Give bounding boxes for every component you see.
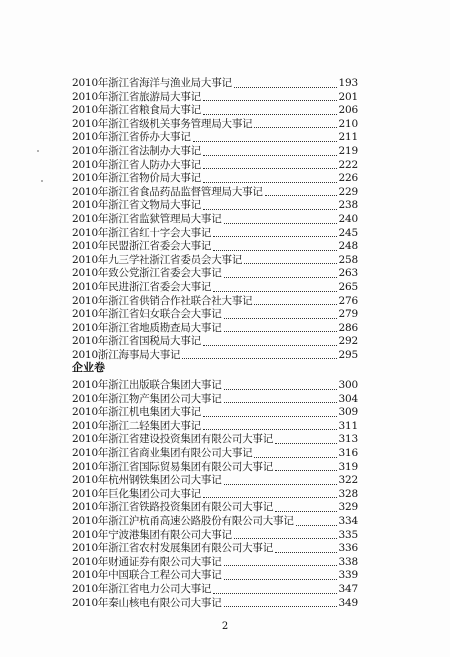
toc-dot-leader bbox=[224, 402, 337, 403]
toc-entry-page: 347 bbox=[338, 582, 358, 595]
toc-dot-leader bbox=[213, 250, 337, 251]
toc-entry-page: 295 bbox=[338, 348, 358, 361]
toc-entry-page: 329 bbox=[338, 501, 358, 514]
toc-entry-title: 2010年民盟浙江省委会大事记 bbox=[72, 240, 212, 253]
toc-entry-title: 2010年浙江二轻集团大事记 bbox=[72, 419, 201, 432]
toc-entry-title: 2010年财通证券有限公司大事记 bbox=[72, 555, 222, 568]
toc-entry bbox=[72, 308, 358, 322]
toc-entry-page: 193 bbox=[338, 77, 358, 89]
toc-entry-title: 2010年杭州钢铁集团公司大事记 bbox=[72, 474, 222, 487]
toc-entry-page: 263 bbox=[338, 267, 358, 280]
toc-entry bbox=[72, 420, 358, 434]
toc-entry-title: 2010年九三学社浙江省委员会大事记 bbox=[72, 253, 243, 266]
toc-entry-page: 210 bbox=[338, 117, 358, 130]
toc-entry bbox=[72, 322, 358, 336]
toc-dot-leader bbox=[213, 593, 337, 594]
toc-list-government bbox=[72, 77, 358, 362]
toc-entry bbox=[72, 379, 358, 393]
toc-entry-page: 201 bbox=[338, 90, 358, 103]
toc-entry bbox=[72, 281, 358, 295]
toc-entry-title: 2010浙江海事局大事记 bbox=[72, 348, 181, 361]
toc-entry-page: 311 bbox=[338, 419, 358, 432]
toc-entry-page: 304 bbox=[338, 392, 358, 405]
toc-entry bbox=[72, 118, 358, 132]
toc-entry-page: 276 bbox=[338, 294, 358, 307]
toc-entry-title: 2010年浙江省建设投资集团有限公司大事记 bbox=[72, 433, 274, 446]
toc-dot-leader bbox=[224, 318, 337, 319]
toc-entry-title: 2010年浙江省法制办大事记 bbox=[72, 144, 201, 157]
toc-dot-leader bbox=[203, 114, 337, 115]
toc-dot-leader bbox=[203, 100, 337, 101]
toc-dot-leader bbox=[203, 209, 337, 210]
toc-entry-title: 2010年浙江省侨办大事记 bbox=[72, 131, 191, 144]
toc-entry bbox=[72, 569, 358, 583]
toc-dot-leader bbox=[182, 358, 337, 359]
toc-dot-leader bbox=[203, 345, 337, 346]
toc-entry-title: 2010年巨化集团公司大事记 bbox=[72, 487, 201, 500]
toc-entry-page: 248 bbox=[338, 240, 358, 253]
toc-entry-title: 2010年浙江省食品药品监督管理局大事记 bbox=[72, 185, 263, 198]
toc-dot-leader bbox=[224, 223, 337, 224]
toc-entry-title: 2010年浙江省妇女联合会大事记 bbox=[72, 308, 222, 321]
toc-entry-title: 2010年浙江省红十字会大事记 bbox=[72, 226, 212, 239]
toc-dot-leader bbox=[265, 195, 337, 196]
toc-entry bbox=[72, 267, 358, 281]
toc-entry bbox=[72, 461, 358, 475]
toc-dot-leader bbox=[203, 168, 337, 169]
toc-entry bbox=[72, 406, 358, 420]
toc-entry-page: 335 bbox=[338, 528, 358, 541]
toc-dot-leader bbox=[275, 511, 337, 512]
toc-dot-leader bbox=[203, 497, 337, 498]
toc-entry-title: 2010年浙江物产集团公司大事记 bbox=[72, 392, 222, 405]
toc-entry-title: 2010年中国联合工程公司大事记 bbox=[72, 569, 222, 582]
toc-entry bbox=[72, 597, 358, 611]
toc-entry-title: 2010年浙江省国际贸易集团有限公司大事记 bbox=[72, 460, 274, 473]
toc-entry bbox=[72, 349, 358, 363]
toc-entry bbox=[72, 240, 358, 254]
toc-dot-leader bbox=[203, 429, 337, 430]
toc-entry-page: 222 bbox=[338, 158, 358, 171]
toc-entry-page: 334 bbox=[338, 514, 358, 527]
toc-entry bbox=[72, 131, 358, 145]
toc-entry bbox=[72, 447, 358, 461]
toc-entry bbox=[72, 199, 358, 213]
toc-entry bbox=[72, 104, 358, 118]
toc-dot-leader bbox=[244, 263, 337, 264]
toc-dot-leader bbox=[224, 331, 337, 332]
toc-dot-leader bbox=[224, 579, 337, 580]
toc-entry bbox=[72, 77, 358, 91]
toc-entry-title: 2010年浙江省地质勘查局大事记 bbox=[72, 321, 222, 334]
toc-entry-title: 2010年浙江省文物局大事记 bbox=[72, 199, 201, 212]
toc-entry bbox=[72, 91, 358, 105]
toc-entry bbox=[72, 254, 358, 268]
toc-entry-title: 2010年浙江机电集团大事记 bbox=[72, 406, 201, 419]
toc-entry-page: 316 bbox=[338, 446, 358, 459]
toc-entry-title: 2010年宁波港集团有限公司大事记 bbox=[72, 528, 232, 541]
toc-entry-page: 211 bbox=[338, 131, 358, 144]
toc-dot-leader bbox=[193, 141, 337, 142]
toc-entry-page: 328 bbox=[338, 487, 358, 500]
toc-entry bbox=[72, 172, 358, 186]
toc-entry-page: 258 bbox=[338, 253, 358, 266]
toc-entry-page: 338 bbox=[338, 555, 358, 568]
toc-entry-page: 300 bbox=[338, 379, 358, 391]
toc-entry-title: 2010年浙江省人防办大事记 bbox=[72, 158, 201, 171]
toc-list-enterprise bbox=[72, 379, 358, 610]
toc-entry bbox=[72, 186, 358, 200]
toc-entry-page: 226 bbox=[338, 172, 358, 185]
toc-dot-leader bbox=[213, 291, 337, 292]
toc-dot-leader bbox=[234, 538, 337, 539]
toc-entry bbox=[72, 542, 358, 556]
scan-speck bbox=[41, 180, 43, 182]
toc-entry-page: 219 bbox=[338, 144, 358, 157]
toc-dot-leader bbox=[224, 606, 337, 607]
toc-entry-page: 292 bbox=[338, 335, 358, 348]
toc-entry-title: 2010年浙江省物价局大事记 bbox=[72, 172, 201, 185]
toc-entry-title: 2010年浙江省旅游局大事记 bbox=[72, 90, 201, 103]
section-heading: 企业卷 bbox=[72, 361, 105, 374]
toc-entry-page: 322 bbox=[338, 474, 358, 487]
toc-dot-leader bbox=[203, 416, 337, 417]
toc-entry-title: 2010年浙江省海洋与渔业局大事记 bbox=[72, 77, 232, 89]
toc-entry-title: 2010年致公党浙江省委会大事记 bbox=[72, 267, 222, 280]
toc-entry-page: 319 bbox=[338, 460, 358, 473]
toc-entry-title: 2010年浙江省粮食局大事记 bbox=[72, 104, 201, 117]
toc-entry bbox=[72, 529, 358, 543]
toc-entry-page: 206 bbox=[338, 104, 358, 117]
scan-speck bbox=[37, 150, 39, 152]
toc-dot-leader bbox=[254, 304, 337, 305]
toc-entry-title: 2010年浙江省级机关事务管理局大事记 bbox=[72, 117, 253, 130]
toc-entry-title: 2010年浙江省供销合作社联合社大事记 bbox=[72, 294, 253, 307]
toc-entry-page: 265 bbox=[338, 280, 358, 293]
toc-entry bbox=[72, 474, 358, 488]
page-number: 2 bbox=[221, 621, 229, 632]
toc-dot-leader bbox=[275, 443, 337, 444]
toc-entry-page: 238 bbox=[338, 199, 358, 212]
toc-dot-leader bbox=[254, 457, 337, 458]
toc-entry bbox=[72, 501, 358, 515]
toc-entry bbox=[72, 335, 358, 349]
toc-entry-page: 240 bbox=[338, 212, 358, 225]
toc-entry-title: 2010年浙江省国税局大事记 bbox=[72, 335, 201, 348]
toc-dot-leader bbox=[203, 155, 337, 156]
toc-dot-leader bbox=[203, 182, 337, 183]
toc-dot-leader bbox=[224, 565, 337, 566]
toc-entry bbox=[72, 583, 358, 597]
toc-entry-page: 279 bbox=[338, 308, 358, 321]
toc-entry bbox=[72, 295, 358, 309]
toc-entry-page: 286 bbox=[338, 321, 358, 334]
toc-entry-title: 2010年浙江沪杭甬高速公路股份有限公司大事记 bbox=[72, 514, 294, 527]
toc-entry-title: 2010年民进浙江省委会大事记 bbox=[72, 280, 212, 293]
toc-entry bbox=[72, 227, 358, 241]
toc-dot-leader bbox=[213, 236, 337, 237]
toc-entry bbox=[72, 488, 358, 502]
toc-entry-title: 2010年浙江省电力公司大事记 bbox=[72, 582, 212, 595]
toc-entry-page: 309 bbox=[338, 406, 358, 419]
toc-entry-title: 2010年浙江省农村发展集团有限公司大事记 bbox=[72, 542, 274, 555]
toc-entry-title: 2010年秦山核电有限公司大事记 bbox=[72, 596, 222, 609]
toc-entry-page: 339 bbox=[338, 569, 358, 582]
toc-entry-title: 2010年浙江出版联合集团大事记 bbox=[72, 379, 222, 391]
toc-entry-page: 229 bbox=[338, 185, 358, 198]
toc-entry-page: 336 bbox=[338, 542, 358, 555]
toc-entry-page: 349 bbox=[338, 596, 358, 609]
toc-dot-leader bbox=[234, 87, 337, 88]
toc-entry-page: 313 bbox=[338, 433, 358, 446]
toc-entry-page: 245 bbox=[338, 226, 358, 239]
toc-dot-leader bbox=[224, 277, 337, 278]
toc-dot-leader bbox=[296, 525, 337, 526]
toc-entry bbox=[72, 393, 358, 407]
toc-entry bbox=[72, 159, 358, 173]
toc-entry bbox=[72, 213, 358, 227]
toc-dot-leader bbox=[254, 127, 337, 128]
toc-entry bbox=[72, 433, 358, 447]
toc-entry-title: 2010年浙江省铁路投资集团有限公司大事记 bbox=[72, 501, 274, 514]
toc-dot-leader bbox=[224, 389, 337, 390]
toc-dot-leader bbox=[275, 470, 337, 471]
toc-dot-leader bbox=[275, 552, 337, 553]
toc-entry-title: 2010年浙江省商业集团有限公司大事记 bbox=[72, 446, 253, 459]
toc-entry-title: 2010年浙江省监狱管理局大事记 bbox=[72, 212, 222, 225]
toc-entry bbox=[72, 145, 358, 159]
toc-dot-leader bbox=[224, 484, 337, 485]
toc-entry bbox=[72, 515, 358, 529]
toc-entry bbox=[72, 556, 358, 570]
